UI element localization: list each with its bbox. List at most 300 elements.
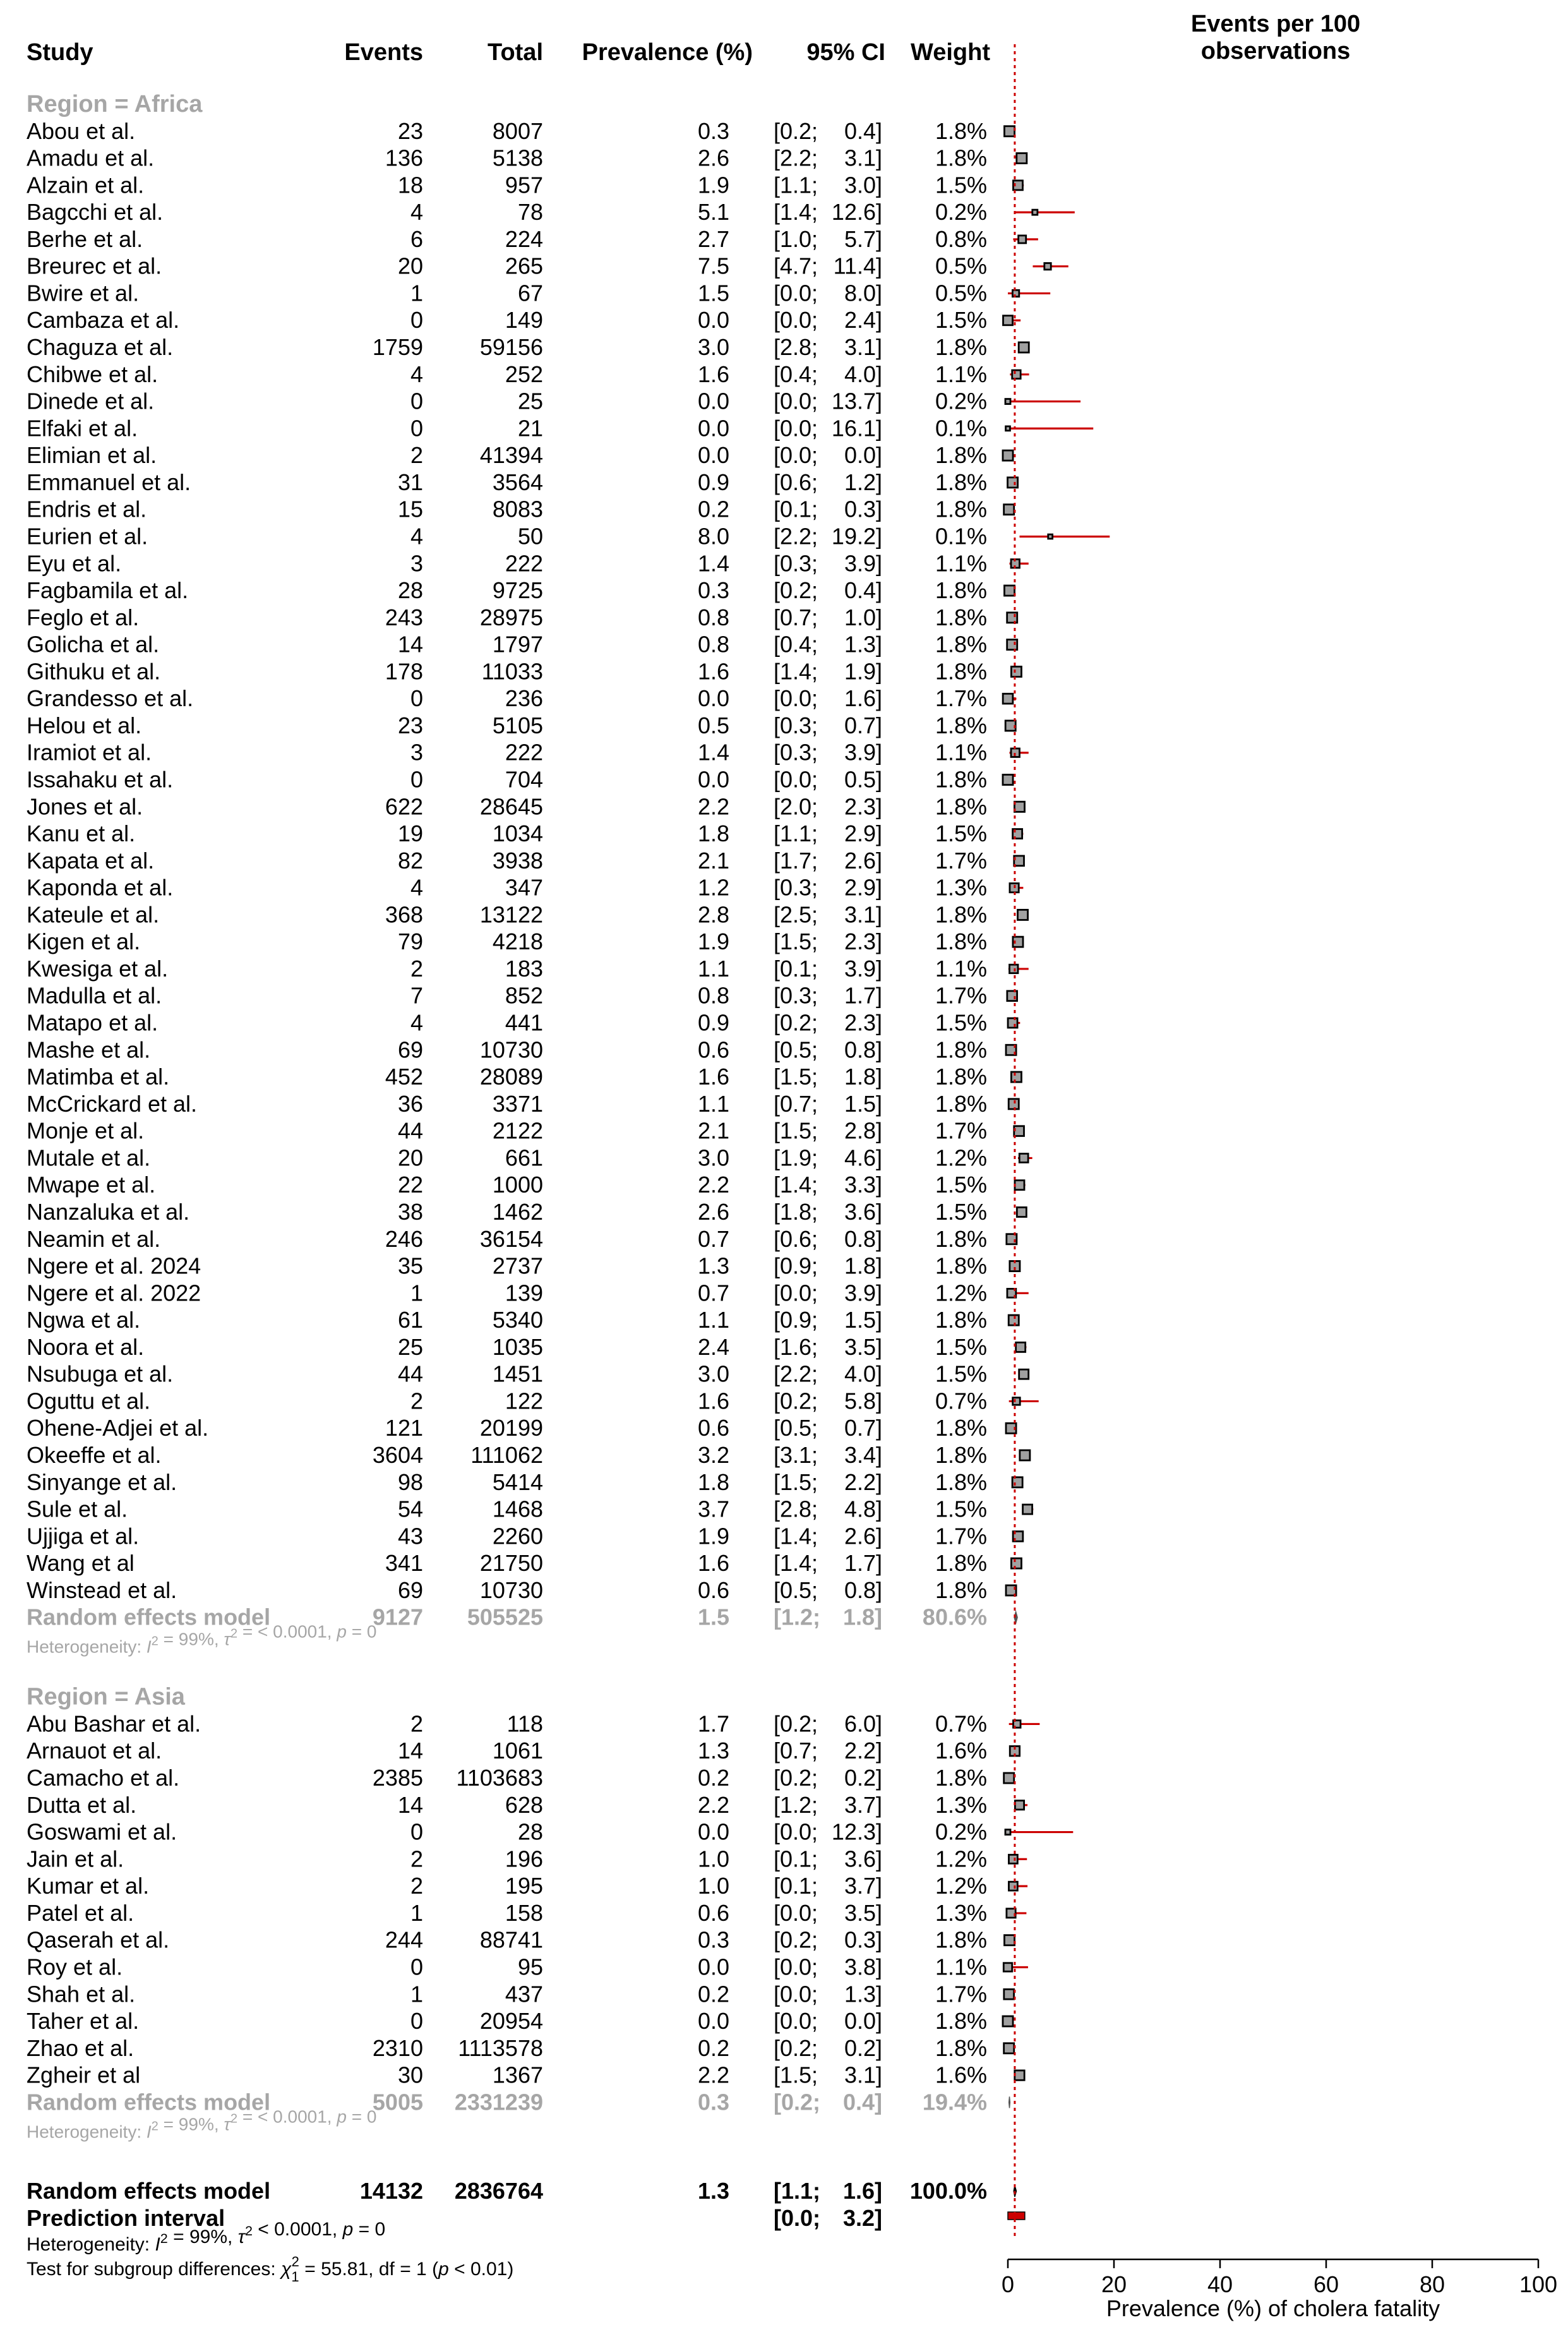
total-value: 20954 [479,2008,543,2034]
weight-value: 0.8% [935,225,987,252]
study-name: Mashe et al. [27,1037,151,1063]
study-name: Ngere et al. 2022 [27,1280,201,1306]
study-name: Ujjiga et al. [27,1523,140,1549]
events-value: 14 [397,1791,423,1818]
study-name: Shah et al. [27,1981,136,2007]
weight-value: 1.1% [935,955,987,982]
events-value: 54 [397,1496,423,1522]
total-value: 852 [505,982,543,1009]
pooled-weight: 19.4% [922,2089,987,2115]
total-value: 4218 [492,929,543,955]
study-name: Mwape et al. [27,1172,156,1198]
prevalence-value: 0.2 [697,1981,729,2007]
total-value: 1468 [492,1496,543,1522]
total-value: 28975 [479,604,543,630]
ci-value: [0.0; 2.4] [774,307,882,334]
total-value: 957 [505,172,543,198]
prevalence-value: 0.6 [697,1899,729,1926]
weight-value: 1.8% [935,2008,987,2034]
weight-box [1023,1505,1032,1514]
prevalence-value: 1.4 [697,550,729,577]
prevalence-value: 1.1 [697,1090,729,1117]
ci-value: [0.2; 5.8] [774,1388,882,1414]
study-name: Chibwe et al. [27,361,159,387]
events-value: 0 [410,388,423,414]
weight-value: 1.3% [935,1791,987,1818]
weight-box [1008,1018,1017,1028]
prevalence-value: 0.0 [697,2008,729,2034]
total-value: 111062 [470,1442,543,1468]
col-header-events: Events [344,39,423,66]
events-value: 19 [397,820,423,847]
events-value: 30 [397,2062,423,2088]
ci-value: [1.5; 2.2] [774,1469,882,1495]
prevalence-value: 0.6 [697,1415,729,1441]
ci-value: [3.1; 3.4] [774,1442,882,1468]
prevalence-value: 1.5 [697,280,729,306]
events-value: 44 [397,1117,423,1144]
prevalence-value: 1.9 [697,1523,729,1549]
events-value: 28 [397,577,423,604]
events-value: 23 [397,117,423,144]
prevalence-value: 1.6 [697,1550,729,1577]
prevalence-value: 0.0 [697,388,729,414]
weight-box [1044,263,1051,269]
ci-value: [2.2; 4.0] [774,1361,882,1387]
study-name: Jones et al. [27,793,143,820]
weight-value: 1.8% [935,658,987,685]
weight-box [1015,1181,1024,1190]
study-name: Dinede et al. [27,388,155,414]
weight-value: 1.8% [935,577,987,604]
x-tick-label: 60 [1313,2271,1339,2297]
total-value: 13122 [479,901,543,928]
prevalence-value: 0.8 [697,604,729,630]
prevalence-value: 0.0 [697,415,729,442]
study-name: Ngwa et al. [27,1307,141,1333]
study-name: Zhao et al. [27,2034,135,2061]
events-value: 2 [410,1846,423,1872]
ci-value: [0.7; 1.5] [774,1090,882,1117]
weight-value: 0.7% [935,1710,987,1737]
prevalence-value: 1.6 [697,1388,729,1414]
weight-box [1013,1398,1020,1405]
ci-value: [2.8; 4.8] [774,1496,882,1522]
column-headers [27,11,1360,66]
prevalence-value: 0.3 [697,117,729,144]
study-name: Kanu et al. [27,820,136,847]
prevalence-value: 1.3 [697,1253,729,1279]
study-name: Kumar et al. [27,1873,150,1899]
weight-value: 1.5% [935,1496,987,1522]
weight-value: 1.8% [935,1037,987,1063]
events-value: 0 [410,1818,423,1845]
weight-value: 1.8% [935,1765,987,1791]
study-name: Cambaza et al. [27,307,180,334]
events-value: 121 [385,1415,423,1441]
prevalence-value: 1.6 [697,361,729,387]
pooled-events: 9127 [372,1604,423,1630]
study-name: Nsubuga et al. [27,1361,174,1387]
total-value: 2122 [492,1117,543,1144]
study-name: Elfaki et al. [27,415,138,442]
weight-value: 1.1% [935,739,987,766]
prevalence-value: 2.2 [697,793,729,820]
total-value: 78 [517,199,543,225]
study-name: Oguttu et al. [27,1388,151,1414]
ci-value: [0.9; 1.5] [774,1307,882,1333]
events-value: 18 [397,172,423,198]
study-name: Chaguza et al. [27,334,174,361]
total-value: 11033 [481,658,543,685]
study-name: Kapata et al. [27,847,155,874]
study-name: Monje et al. [27,1117,145,1144]
weight-value: 1.3% [935,1899,987,1926]
total-value: 10730 [479,1037,543,1063]
events-value: 6 [410,225,423,252]
ci-value: [2.0; 2.3] [774,793,882,820]
pooled-diamond [1009,2096,1010,2108]
ci-value: [0.0; 3.5] [774,1899,882,1926]
total-value: 8007 [492,117,543,144]
weight-value: 1.8% [935,766,987,793]
col-header-prevalence: Prevalence (%) [582,39,753,66]
weight-value: 1.2% [935,1280,987,1306]
weight-value: 1.8% [935,1926,987,1953]
events-value: 178 [385,658,423,685]
weight-box [1005,399,1010,404]
events-value: 0 [410,2008,423,2034]
prevalence-value: 3.0 [697,334,729,361]
ci-value: [1.1; 2.9] [774,820,882,847]
pooled-prevalence: 0.3 [697,2089,729,2115]
prevalence-value: 2.2 [697,2062,729,2088]
total-value: 236 [505,685,543,712]
events-value: 3 [410,739,423,766]
study-name: Kigen et al. [27,929,141,955]
total-value: 5340 [492,1307,543,1333]
pooled-events: 5005 [372,2089,423,2115]
weight-value: 1.1% [935,361,987,387]
prevalence-value: 0.0 [697,766,729,793]
weight-value: 1.8% [935,145,987,171]
study-name: Zgheir et al [27,2062,141,2088]
weight-box [1004,505,1014,515]
events-value: 2310 [372,2034,423,2061]
weight-value: 0.5% [935,280,987,306]
weight-box [1017,1207,1026,1217]
total-value: 5414 [492,1469,543,1495]
ci-value: [0.6; 0.8] [774,1225,882,1252]
ci-value: [0.0; 3.9] [774,1280,882,1306]
weight-box [1019,342,1029,352]
events-value: 79 [397,929,423,955]
events-value: 69 [397,1037,423,1063]
ci-value: [0.3; 0.7] [774,712,882,738]
total-value: 158 [505,1899,543,1926]
weight-value: 1.8% [935,1064,987,1090]
prevalence-value: 7.5 [697,253,729,279]
weight-box [1005,1830,1010,1835]
prevalence-value: 0.9 [697,469,729,495]
events-value: 244 [385,1926,423,1953]
weight-value: 1.8% [935,1442,987,1468]
table-rows [27,91,987,2285]
prediction-bar [1008,2212,1025,2220]
total-value: 2737 [492,1253,543,1279]
prevalence-value: 3.7 [697,1496,729,1522]
study-name: Emmanuel et al. [27,469,191,495]
prevalence-value: 1.1 [697,1307,729,1333]
weight-box [1016,1342,1026,1352]
events-value: 1759 [372,334,423,361]
total-value: 25 [517,388,543,414]
prevalence-value: 2.6 [697,1198,729,1225]
total-value: 628 [505,1791,543,1818]
weight-value: 1.8% [935,1225,987,1252]
weight-box [1011,1558,1021,1568]
weight-box [1014,802,1024,812]
events-value: 1 [410,1981,423,2007]
weight-value: 1.8% [935,604,987,630]
pooled-prevalence: 1.5 [697,1604,729,1630]
events-value: 0 [410,1954,423,1980]
prevalence-value: 1.4 [697,739,729,766]
x-axis [1002,2259,1557,2321]
study-name: Grandesso et al. [27,685,194,712]
events-value: 2 [410,955,423,982]
events-value: 36 [397,1090,423,1117]
ci-value: [1.5; 2.8] [774,1117,882,1144]
events-value: 43 [397,1523,423,1549]
ci-value: [0.5; 0.8] [774,1577,882,1603]
total-value: 1034 [492,820,543,847]
ci-value: [0.5; 0.7] [774,1415,882,1441]
total-value: 10730 [479,1577,543,1603]
weight-box [1004,1773,1014,1783]
prevalence-value: 1.9 [697,172,729,198]
prevalence-value: 2.7 [697,225,729,252]
prevalence-value: 1.1 [697,955,729,982]
study-name: Winstead et al. [27,1577,177,1603]
study-name: Abou et al. [27,117,136,144]
weight-box [1007,991,1017,1001]
ci-value: [1.4; 2.6] [774,1523,882,1549]
pooled-total: 2331239 [454,2089,543,2115]
weight-box [1019,1153,1028,1162]
x-tick-label: 100 [1519,2271,1558,2297]
ci-value: [0.7; 1.0] [774,604,882,630]
ci-value: [0.1; 0.3] [774,496,882,522]
weight-value: 1.8% [935,793,987,820]
study-name: Okeeffe et al. [27,1442,162,1468]
ci-value: [0.2; 0.2] [774,2034,882,2061]
study-name: Madulla et al. [27,982,162,1009]
events-value: 622 [385,793,423,820]
weight-value: 1.5% [935,307,987,334]
total-value: 704 [505,766,543,793]
total-value: 139 [505,1280,543,1306]
events-value: 2 [410,442,423,469]
ci-value: [0.7; 2.2] [774,1738,882,1764]
study-name: Abu Bashar et al. [27,1710,201,1737]
total-value: 36154 [479,1225,543,1252]
prevalence-value: 2.2 [697,1791,729,1818]
total-value: 9725 [492,577,543,604]
study-name: Elimian et al. [27,442,157,469]
col-header-study: Study [27,39,93,66]
prevalence-value: 0.6 [697,1577,729,1603]
weight-value: 1.8% [935,1550,987,1577]
prevalence-value: 2.1 [697,1117,729,1144]
ci-value: [0.9; 1.8] [774,1253,882,1279]
total-value: 1000 [492,1172,543,1198]
weight-box [1003,774,1013,784]
events-value: 368 [385,901,423,928]
prediction-ci: [0.0; 3.2] [774,2205,882,2231]
ci-value: [0.2; 0.4] [774,117,882,144]
weight-box [1003,2016,1013,2026]
weight-box [1007,1234,1017,1244]
total-value: 88741 [479,1926,543,1953]
weight-box [1010,965,1018,973]
col-header-weight: Weight [911,39,990,66]
study-name: Ohene-Adjei et al. [27,1415,209,1441]
ci-value: [1.4; 1.7] [774,1550,882,1577]
weight-value: 1.8% [935,1090,987,1117]
study-name: Golicha et al. [27,631,160,658]
prevalence-value: 0.7 [697,1225,729,1252]
total-value: 118 [506,1710,543,1737]
total-value: 20199 [479,1415,543,1441]
study-name: Taher et al. [27,2008,140,2034]
weight-value: 0.1% [935,523,987,550]
events-value: 0 [410,415,423,442]
events-value: 38 [397,1198,423,1225]
total-value: 8083 [492,496,543,522]
events-value: 14 [397,631,423,658]
ci-value: [2.5; 3.1] [774,901,882,928]
events-value: 0 [410,685,423,712]
study-name: Sinyange et al. [27,1469,177,1495]
total-value: 41394 [479,442,543,469]
ci-value: [1.4; 3.3] [774,1172,882,1198]
total-value: 1462 [492,1198,543,1225]
weight-box [1019,236,1026,243]
prevalence-value: 0.8 [697,982,729,1009]
total-value: 224 [505,225,543,252]
ci-value: [2.2; 3.1] [774,145,882,171]
study-name: Fagbamila et al. [27,577,189,604]
study-name: Bwire et al. [27,280,140,306]
prevalence-value: 0.0 [697,1818,729,1845]
study-name: Neamin et al. [27,1225,161,1252]
study-name: Matapo et al. [27,1009,159,1036]
events-value: 2 [410,1388,423,1414]
events-value: 1 [410,1280,423,1306]
prevalence-value: 0.2 [697,1765,729,1791]
col-header-ci: 95% CI [806,39,885,66]
study-name: Mutale et al. [27,1145,151,1171]
total-value: 196 [505,1846,543,1872]
events-value: 0 [410,766,423,793]
weight-value: 0.2% [935,388,987,414]
prevalence-value: 0.0 [697,307,729,334]
prevalence-value: 2.4 [697,1333,729,1360]
pooled-label: Random effects model [27,2089,271,2115]
study-name: Dutta et al. [27,1791,137,1818]
events-value: 4 [410,874,423,901]
weight-box [1008,1882,1017,1890]
pooled-ci: [1.2; 1.8] [774,1604,882,1630]
pooled-total: 505525 [467,1604,543,1630]
ci-value: [0.4; 4.0] [774,361,882,387]
prevalence-value: 0.7 [697,1280,729,1306]
weight-value: 1.3% [935,874,987,901]
events-value: 20 [397,253,423,279]
prevalence-value: 0.3 [697,1926,729,1953]
events-value: 1 [410,1899,423,1926]
total-value: 252 [505,361,543,387]
ci-value: [1.6; 3.5] [774,1333,882,1360]
events-value: 3 [410,550,423,577]
weight-value: 0.5% [935,253,987,279]
total-value: 195 [505,1873,543,1899]
study-name: Kaponda et al. [27,874,174,901]
total-value: 441 [505,1009,543,1036]
weight-value: 1.6% [935,1738,987,1764]
weight-value: 1.5% [935,1333,987,1360]
events-value: 31 [397,469,423,495]
prevalence-value: 1.6 [697,1064,729,1090]
weight-value: 1.8% [935,1415,987,1441]
weight-box [1006,426,1010,431]
ci-value: [4.7; 11.4] [774,253,882,279]
ci-value: [0.5; 0.8] [774,1037,882,1063]
study-name: Wang et al [27,1550,135,1577]
ci-value: [1.5; 3.1] [774,2062,882,2088]
weight-value: 1.8% [935,442,987,469]
prevalence-value: 8.0 [697,523,729,550]
plot-marks [1003,44,1110,2236]
weight-value: 1.5% [935,1172,987,1198]
weight-box [1003,694,1013,704]
weight-box [1008,1315,1019,1325]
study-name: Goswami et al. [27,1818,177,1845]
ci-value: [0.0; 8.0] [774,280,882,306]
total-value: 28 [517,1818,543,1845]
subgroup-test-text: Test for subgroup differences: $\chi_12 = 55.81$, df = 1 (p < 0.01) [27,2254,514,2285]
study-name: Noora et al. [27,1333,145,1360]
weight-value: 1.8% [935,929,987,955]
total-value: 265 [505,253,543,279]
total-value: 1035 [492,1333,543,1360]
study-name: Breurec et al. [27,253,162,279]
weight-value: 1.8% [935,712,987,738]
ci-value: [1.5; 1.8] [774,1064,882,1090]
total-value: 1113578 [458,2034,543,2061]
total-value: 3938 [492,847,543,874]
ci-value: [2.8; 3.1] [774,334,882,361]
events-value: 136 [385,145,423,171]
prevalence-value: 0.6 [697,1037,729,1063]
events-value: 246 [385,1225,423,1252]
weight-value: 1.8% [935,334,987,361]
x-tick-label: 40 [1207,2271,1233,2297]
weight-value: 1.8% [935,901,987,928]
total-value: 661 [505,1145,543,1171]
total-value: 1103683 [456,1765,543,1791]
